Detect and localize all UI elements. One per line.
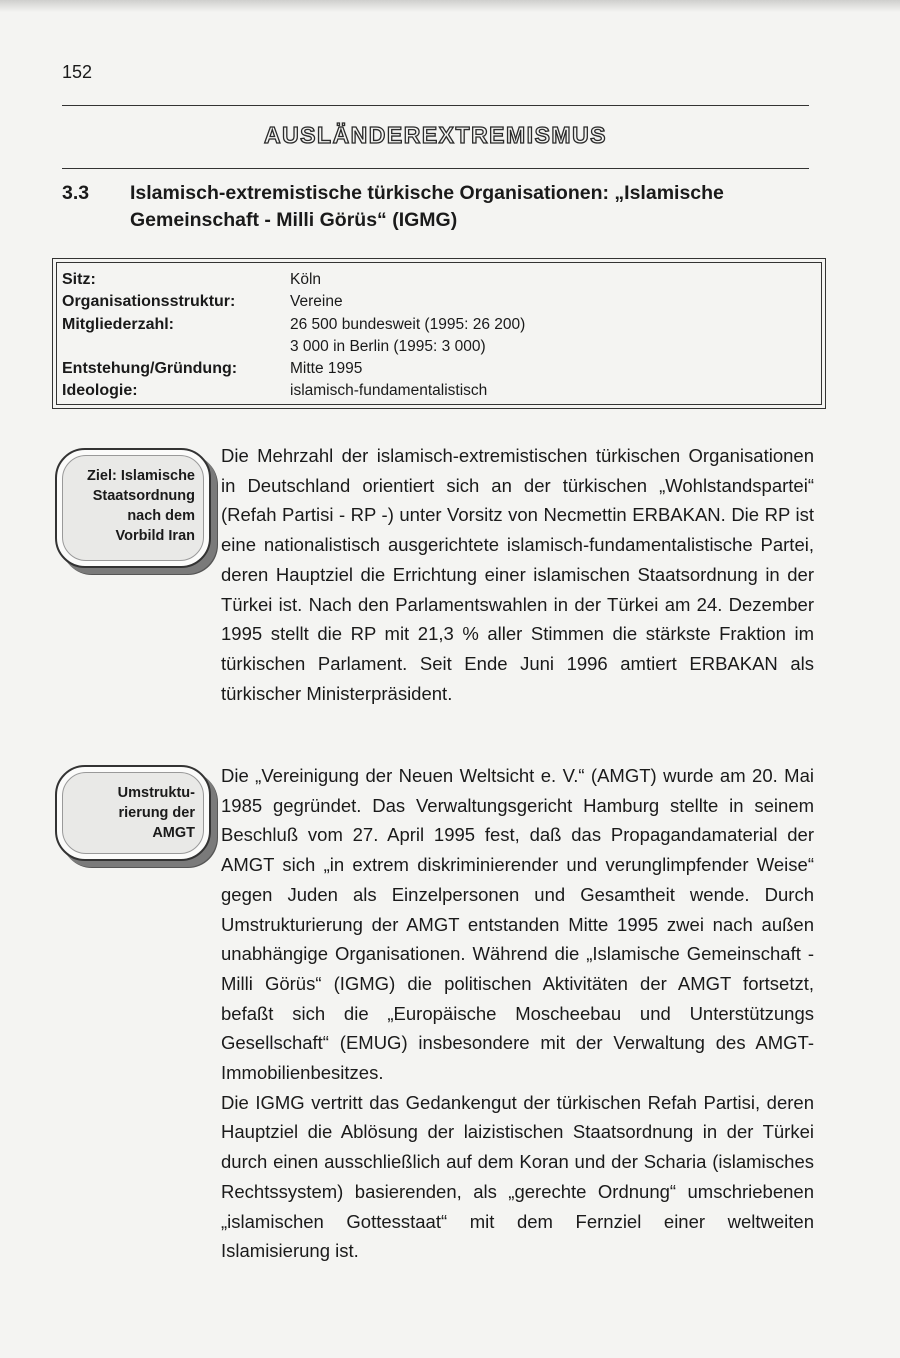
fact-label: Organisationsstruktur:: [62, 293, 236, 310]
margin-note-restructuring: [55, 765, 211, 861]
fact-value: Köln: [290, 271, 322, 288]
paragraph: Die IGMG vertritt das Gedankengut der türkischen Refah Partisi, deren Hauptziel die Ablösung der laizistischen Staatsordnung in der Türkei durch einen ausschließlich auf dem Koran und der Scharia (islamisches Rechtssystem) basierenden, als „gerechte Ordnung“ umschriebenen „islamischen Gottesstaat“ mit dem Fernziel einer weltweiten Islamisierung ist.: [221, 1091, 814, 1262]
scan-edge-shade: [0, 0, 900, 12]
margin-note-line: Ziel: Islamische: [87, 468, 195, 484]
page-number: 152: [62, 62, 93, 82]
fact-value: Vereine: [290, 293, 343, 310]
fact-value: Mitte 1995: [290, 360, 363, 377]
margin-note-line: Staatsordnung: [92, 488, 195, 504]
margin-note-line: Vorbild Iran: [115, 528, 195, 544]
section-title: Islamisch-extremistische türkische Organisationen: „Islamische Gemeinschaft - Milli Görüs“ (IGMG): [130, 182, 724, 231]
fact-label: Entstehung/Gründung:: [62, 360, 238, 377]
fact-label: Ideologie:: [62, 382, 138, 399]
fact-label: Sitz:: [62, 271, 96, 288]
header-rule-top: [62, 105, 809, 106]
margin-note-goal: [55, 448, 211, 568]
paragraph: Die Mehrzahl der islamisch-extremistischen türkischen Organisationen in Deutschland orientiert sich an der türkischen „Wohlstandspartei“ (Refah Partisi - RP -) unter Vorsitz von Necmettin ERBAKAN. Die RP ist eine nationalistisch ausgerichtete islamisch-fundamentalistische Partei, deren Hauptziel die Errichtung einer islamischen Staatsordnung in der Türkei ist. Nach den Parlamentswahlen in der Türkei am 24. Dezember 1995 stellt die RP mit 21,3 % aller Stimmen die stärkste Fraktion im türkischen Parlament. Seit Ende Juni 1996 amtiert ERBAKAN als türkischer Ministerpräsident.: [221, 445, 814, 704]
body-paragraph-1: [221, 441, 814, 708]
paragraph: Die „Vereinigung der Neuen Weltsicht e. V.“ (AMGT) wurde am 20. Mai 1985 gegründet. Das Verwaltungsgericht Hamburg stellte in seinem Beschluß vom 27. April 1995 fest, daß das Propagandamaterial der AMGT sich „in extrem diskriminierender und verunglimpfender Weise“ gegen Juden als Einzelpersonen und Gesamtheit wende. Durch Umstrukturierung der AMGT entstanden Mitte 1995 zwei nach außen unabhängige Organisationen. Während die „Islamische Gemeinschaft - Milli Görüs“ (IGMG) die politischen Aktivitäten der AMGT fortsetzt, befaßt sich die „Europäische Moscheebau und Unterstützungs Gesellschaft“ (EMUG) insbesondere mit der Verwaltung des AMGT-Immobilienbesitzes.: [221, 765, 814, 1084]
fact-label: Mitgliederzahl:: [62, 316, 175, 333]
margin-note-line: nach dem: [127, 508, 195, 524]
section-number: 3.3: [62, 182, 90, 204]
fact-box: [52, 258, 826, 409]
fact-value: 26 500 bundesweit (1995: 26 200): [290, 316, 526, 333]
margin-note-line: rierung der: [118, 805, 195, 821]
header-rule-bottom: [62, 168, 809, 169]
margin-note-line: Umstruktu-: [117, 785, 195, 801]
body-paragraphs-2-3: [221, 761, 814, 1266]
margin-note-line: AMGT: [152, 825, 195, 841]
running-header: AUSLÄNDEREXTREMISMUS: [263, 122, 608, 148]
fact-value: 3 000 in Berlin (1995: 3 000): [290, 338, 486, 355]
fact-value: islamisch-fundamentalistisch: [290, 382, 488, 399]
